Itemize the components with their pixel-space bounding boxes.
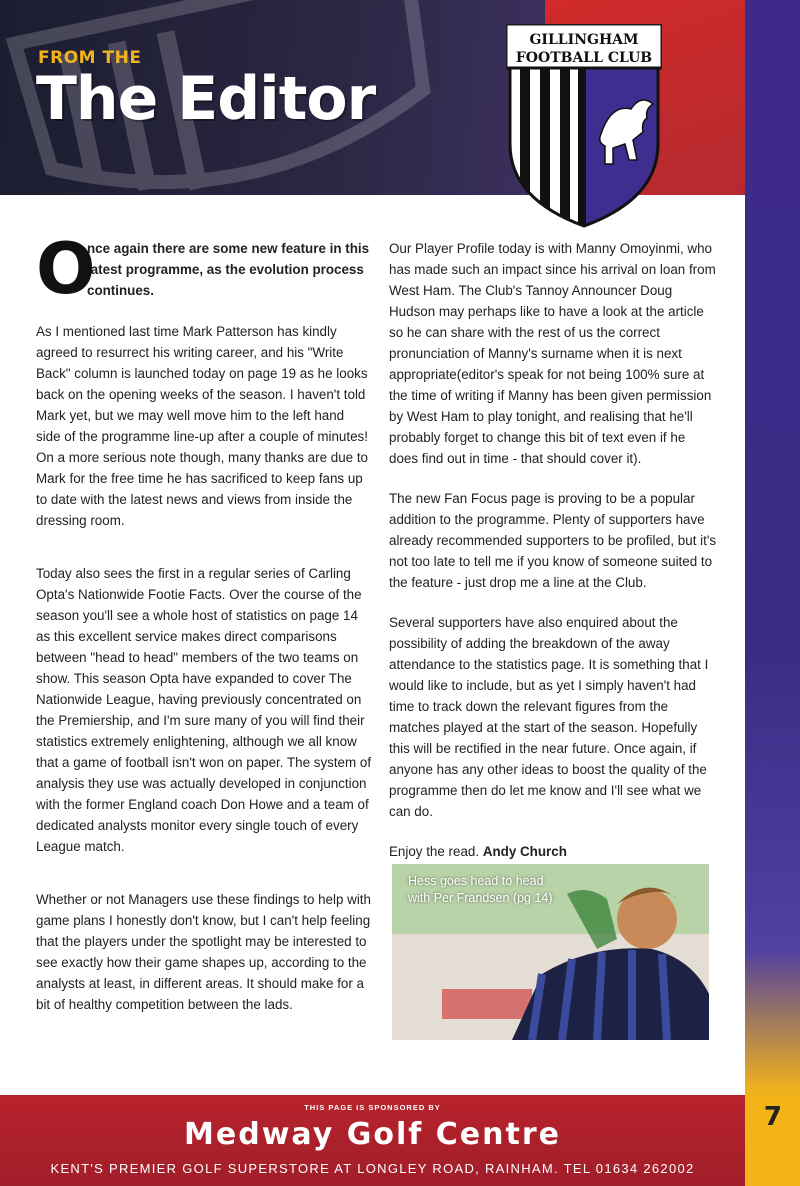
sponsor-name: Medway Golf Centre — [184, 1117, 561, 1152]
svg-text:GILLINGHAM: GILLINGHAM — [529, 32, 639, 48]
right-edge-band — [745, 0, 800, 1186]
intro-paragraph — [36, 228, 372, 310]
kicker-text: FROM THE — [38, 48, 142, 68]
signoff — [389, 841, 717, 862]
author-name: Andy Church — [482, 844, 567, 859]
article-paragraph: The new Fan Focus page is proving to be a popular addition to the programme. Plenty of supporters have already recommended supporters to be profiled, but it's not too late to tell me if you know of someone suited to the feature - just drop me a line at the Club. — [389, 491, 717, 590]
gillingham-crest-logo — [506, 24, 662, 229]
page-title: The Editor — [36, 64, 376, 134]
left-column — [36, 228, 372, 1034]
svg-text:FOOTBALL CLUB: FOOTBALL CLUB — [515, 50, 653, 66]
article-paragraph: Our Player Profile today is with Manny Omoyinmi, who has made such an impact since his arrival on loan from West Ham. The Club's Tannoy Announcer Doug Hudson may perhaps like to have a look at the article so he can share with the rest of us the correct pronunciation of Manny's surname when it is next appropriate(editor's speak for not being 100% sure at the time of writing if Manny has been given permission by West Ham to play tonight, and realising that he'll probably forget to change this bit of text even if he does find out in time - that should cover it). — [389, 241, 716, 466]
intro-text: nce again there are some new feature in this latest programme, as the evolution process continues. — [87, 241, 370, 298]
article-paragraph: Several supporters have also enquired about the possibility of adding the breakdown of the away attendance to the statistics page. It is something that I would like to include, but as yet I simply haven't had time to track down the relevant figures from the matches played at the start of the season. Hopefully this will be rectified in the near future. Once again, if anyone has any other ideas to boost the quality of the programme then do let me know and I'll see what we can do. — [389, 615, 709, 819]
article-paragraph: Today also sees the first in a regular series of Carling Opta's Nationwide Footie Facts. Over the course of the season you'll see a whole host of statistics on page 14 as this excellent service makes direct comparisons between "head to head" members of the two teams on show. This season Opta have expanded to cover The Nationwide League, having previously concentrated on the Premiership, and I'm sure many of you will find their statistics extremely enlightening, although we all know that a game of football isn't won on paper. The system of analysis they use was actually developed in conjunction with the former England coach Don Howe and a team of dedicated analysts monitor every single touch of every League match. — [36, 566, 372, 854]
sponsor-tagline: KENT'S PREMIER GOLF SUPERSTORE AT LONGLEY ROAD, RAINHAM. TEL 01634 262002 — [50, 1161, 695, 1176]
sponsor-footer — [0, 1095, 745, 1186]
signoff-text: Enjoy the read. — [389, 844, 480, 859]
page-number: 7 — [763, 1102, 782, 1132]
drop-cap: O — [36, 228, 96, 310]
sponsor-note: THIS PAGE IS SPONSORED BY — [304, 1103, 441, 1112]
right-column — [389, 238, 717, 881]
article-paragraph: As I mentioned last time Mark Patterson has kindly agreed to resurrect his writing career, and his "Write Back" column is launched today on page 19 as he looks back on the opening weeks of the season. I haven't told Mark yet, but we may well move him to the left hand side of the programme line-up after a couple of minutes! On a more serious note though, many thanks are due to Mark for the free time he has sacrificed to keep fans up to date with the latest news and views from inside the dressing room. — [36, 324, 368, 528]
article-paragraph: Whether or not Managers use these findings to help with game plans I honestly don't know, but I can't help feeling that the players under the spotlight may be interested to see exactly how their game shapes up, according to the analysts at least, in different areas. It should make for a bit of healthy competition between the lads. — [36, 892, 371, 1012]
match-photo — [392, 864, 709, 1040]
photo-caption: Hess goes head to head with Per Frandsen (pg 14) — [408, 874, 553, 905]
